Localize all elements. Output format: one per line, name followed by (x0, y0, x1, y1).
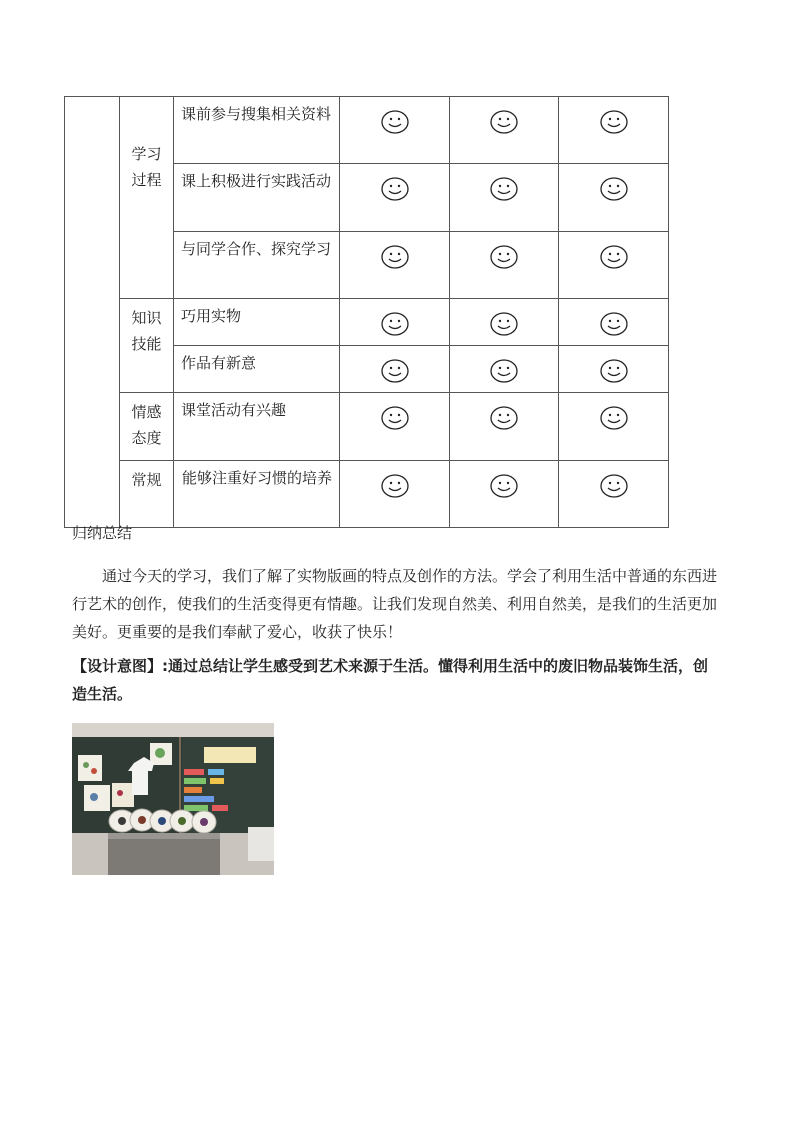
rating-cell (450, 346, 559, 393)
smiley-face-icon (489, 311, 519, 337)
rating-cell (559, 346, 669, 393)
blank-left-column (65, 97, 120, 528)
rating-cell (559, 299, 669, 346)
smiley-face-icon (380, 311, 410, 337)
rating-cell (340, 97, 450, 164)
criteria-item: 与同学合作、探究学习 (174, 232, 340, 299)
criteria-item: 作品有新意 (174, 346, 340, 393)
smiley-face-icon (599, 176, 629, 202)
smiley-face-icon (380, 358, 410, 384)
classroom-display-photo (72, 723, 274, 875)
rating-cell (559, 97, 669, 164)
rating-cell (450, 461, 559, 528)
smiley-face-icon (599, 473, 629, 499)
smiley-face-icon (489, 358, 519, 384)
rating-cell (340, 346, 450, 393)
criteria-item: 巧用实物 (174, 299, 340, 346)
smiley-face-icon (489, 473, 519, 499)
smiley-face-icon (489, 176, 519, 202)
smiley-face-icon (380, 244, 410, 270)
rating-cell (450, 97, 559, 164)
design-intent-label: 【设计意图】 (72, 657, 163, 675)
summary-title: 归纳总结 (72, 524, 133, 542)
smiley-face-icon (489, 109, 519, 135)
smiley-face-icon (489, 405, 519, 431)
rating-cell (340, 299, 450, 346)
rating-cell (340, 164, 450, 232)
rating-cell (450, 393, 559, 461)
category-emotion-attitude: 情感 态度 (120, 393, 174, 461)
rating-cell (340, 232, 450, 299)
rating-cell (559, 164, 669, 232)
rating-cell (450, 164, 559, 232)
smiley-face-icon (380, 109, 410, 135)
category-learning-process: 学习 过程 (120, 97, 174, 299)
rating-cell (559, 461, 669, 528)
smiley-face-icon (380, 405, 410, 431)
smiley-face-icon (380, 176, 410, 202)
rating-cell (450, 232, 559, 299)
design-intent (72, 652, 722, 708)
category-routine: 常规 (120, 461, 174, 528)
design-intent-text: :通过总结让学生感受到艺术来源于生活。懂得利用生活中的废旧物品装饰生活，创造生活。 (72, 657, 709, 703)
criteria-item: 课堂活动有兴趣 (174, 393, 340, 461)
rating-cell (340, 461, 450, 528)
criteria-item: 能够注重好习惯的培养 (174, 461, 340, 528)
rating-cell (450, 299, 559, 346)
rating-cell (340, 393, 450, 461)
smiley-face-icon (599, 244, 629, 270)
rating-cell (559, 393, 669, 461)
criteria-item: 课前参与搜集相关资料 (174, 97, 340, 164)
smiley-face-icon (489, 244, 519, 270)
smiley-face-icon (599, 109, 629, 135)
evaluation-table (64, 96, 669, 528)
smiley-face-icon (599, 405, 629, 431)
category-knowledge-skills: 知识 技能 (120, 299, 174, 393)
criteria-item: 课上积极进行实践活动 (174, 164, 340, 232)
summary-paragraph: 通过今天的学习，我们了解了实物版画的特点及创作的方法。学会了利用生活中普通的东西进行艺术的创作，使我们的生活变得更有情趣。让我们发现自然美、利用自然美，是我们的生活更加美好。更重要的是我们奉献了爱心，收获了快乐！ (72, 567, 718, 641)
smiley-face-icon (599, 358, 629, 384)
smiley-face-icon (380, 473, 410, 499)
smiley-face-icon (599, 311, 629, 337)
rating-cell (559, 232, 669, 299)
